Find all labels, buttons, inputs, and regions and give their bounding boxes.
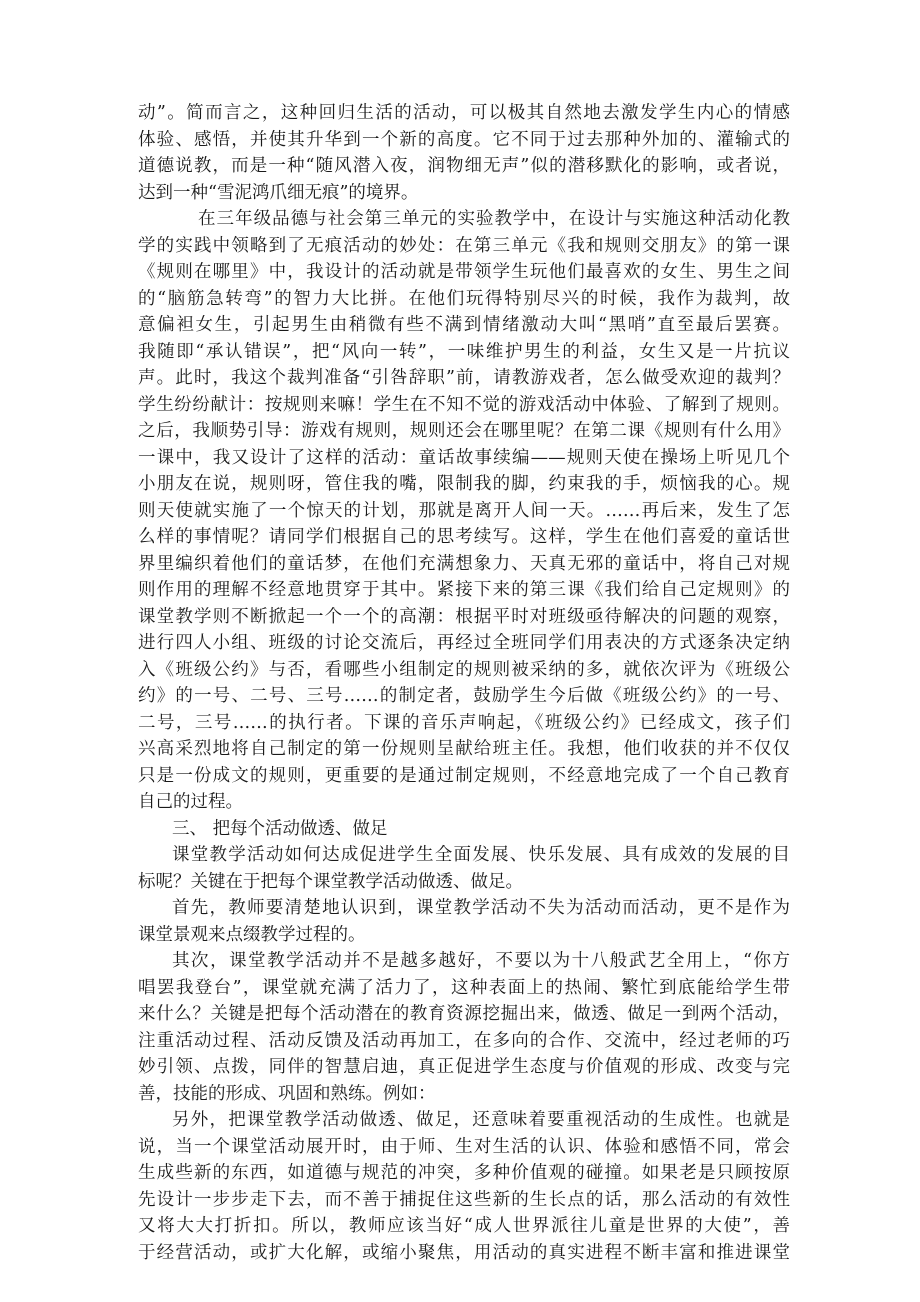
paragraph-first [138, 895, 790, 948]
text-line: 标呢？关键在于把每个课堂教学活动做透、做足。 [138, 871, 523, 892]
paragraph-second [138, 948, 790, 1107]
text-line: 首先，教师要清楚地认识到，课堂教学活动不失为活动而活动，更不是作为 [172, 898, 790, 918]
text-line: 则天使就实施了一个惊天的计划，那就是离开人间一天。……再后来，发生了怎 [138, 500, 790, 521]
text-line: 妙引领、点拨，同伴的智慧启迪，真正促进学生态度与价值观的形成、改变与完 [138, 1057, 790, 1077]
text-line: 兴高采烈地将自己制定的第一份规则呈献给班主任。我想，他们收获的并不仅仅 [138, 739, 790, 759]
text-line: 课堂教学活动如何达成促进学生全面发展、快乐发展、具有成效的发展的目 [172, 845, 790, 865]
text-line: 动”。简而言之，这种回归生活的活动，可以极其自然地去激发学生内心的情感 [138, 103, 790, 123]
text-line: 的“脑筋急转弯”的智力大比拼。在他们玩得特别尽兴的时候，我作为裁判，故 [138, 288, 790, 309]
text-line: 二号，三号……的执行者。下课的音乐声响起，《班级公约》已经成文，孩子们 [138, 712, 790, 733]
text-line: 我随即“承认错误”，把“风向一转”，一味维护男生的利益，女生又是一片抗议 [138, 341, 790, 362]
text-line: 课堂教学则不断掀起一个一个的高潮：根据平时对班级亟待解决的问题的观察， [138, 606, 790, 627]
text-line: 意偏袒女生，引起男生由稍微有些不满到情绪激动大叫“黑哨”直至最后罢赛。 [138, 315, 790, 335]
text-line: 又将大大打折扣。所以，教师应该当好“成人世界派往儿童是世界的大使”，善 [138, 1216, 790, 1236]
text-line: 一课中，我又设计了这样的活动：童话故事续编——规则天使在操场上听见几个 [138, 447, 790, 468]
text-line: 唱罢我登台”，课堂就充满了活力了，这种表面上的热闹、繁忙到底能给学生带 [138, 977, 790, 998]
text-line: 课堂景观来点缀教学过程的。 [138, 924, 366, 945]
text-line: 小朋友在说，规则呀，管住我的嘴，限制我的脚，约束我的手，烦恼我的心。规 [138, 474, 790, 494]
text-line: 善，技能的形成、巩固和熟练。例如： [138, 1083, 436, 1104]
document-page [138, 100, 790, 1266]
text-line: 说，当一个课堂活动展开时，由于师、生对生活的认识、体验和感悟不同，常会 [138, 1136, 790, 1157]
text-line: 学生纷纷献计：按规则来嘛！学生在不知不觉的游戏活动中体验、了解到了规则。 [138, 394, 790, 415]
text-line: 《规则在哪里》中，我设计的活动就是带领学生玩他们最喜欢的女生、男生之间 [138, 262, 790, 282]
paragraph-continuation [138, 100, 790, 206]
text-line: 先设计一步步走下去，而不善于捕捉住这些新的生长点的话，那么活动的有效性 [138, 1189, 790, 1210]
text-line: 注重活动过程、活动反馈及活动再加工，在多向的合作、交流中，经过老师的巧 [138, 1030, 790, 1051]
text-line: 生成些新的东西，如道德与规范的冲突，多种价值观的碰撞。如果老是只顾按原 [138, 1163, 790, 1183]
text-line: 学的实践中领略到了无痕活动的妙处：在第三单元《我和规则交朋友》的第一课 [138, 235, 790, 256]
text-line: 则作用的理解不经意地贯穿于其中。紧接下来的第三课《我们给自己定规则》的 [138, 580, 790, 600]
text-line: 达到一种“雪泥鸿爪细无痕”的境界。 [138, 182, 419, 203]
text-line: 声。此时，我这个裁判准备“引咎辞职”前，请教游戏者，怎么做受欢迎的裁判？ [138, 368, 790, 388]
text-line: 在三年级品德与社会第三单元的实验教学中，在设计与实施这种活动化教 [198, 209, 790, 229]
section-heading-text: 三、 把每个活动做透、做足 [172, 818, 388, 839]
text-line: 自己的过程。 [138, 792, 243, 812]
text-line: 于经营活动，或扩大化解，或缩小聚焦，用活动的真实进程不断丰富和推进课堂 [138, 1242, 790, 1263]
text-line: 么样的事情呢？请同学们根据自己的思考续写。这样，学生在他们喜爱的童话世 [138, 527, 790, 547]
text-line: 其次，课堂教学活动并不是越多越好，不要以为十八般武艺全用上，“你方 [172, 951, 790, 971]
text-line: 只是一份成文的规则，更重要的是通过制定规则，不经意地完成了一个自己教育 [138, 765, 790, 786]
paragraph-additionally [138, 1107, 790, 1266]
text-line: 入《班级公约》与否，看哪些小组制定的规则被采纳的多，就依次评为《班级公 [138, 659, 790, 680]
text-line: 界里编织着他们的童话梦，在他们充满想象力、天真无邪的童话中，将自己对规 [138, 553, 790, 574]
text-line: 道德说教，而是一种“随风潜入夜，润物细无声”似的潜移默化的影响，或者说， [138, 156, 790, 176]
text-line: 进行四人小组、班级的讨论交流后，再经过全班同学们用表决的方式逐条决定纳 [138, 633, 790, 653]
text-line: 另外，把课堂教学活动做透、做足，还意味着要重视活动的生成性。也就是 [172, 1110, 790, 1130]
text-line: 之后，我顺势引导：游戏有规则，规则还会在哪里呢？在第二课《规则有什么用》 [138, 421, 790, 441]
text-line: 约》的一号、二号、三号……的制定者，鼓励学生今后做《班级公约》的一号、 [138, 686, 790, 706]
text-line: 体验、感悟，并使其升华到一个新的高度。它不同于过去那种外加的、灌输式的 [138, 129, 790, 150]
paragraph-third-unit [138, 206, 790, 816]
text-line: 来什么？关键是把每个活动潜在的教育资源挖掘出来，做透、做足一到两个活动， [138, 1004, 790, 1024]
section-heading [138, 816, 790, 843]
paragraph-goal [138, 842, 790, 895]
